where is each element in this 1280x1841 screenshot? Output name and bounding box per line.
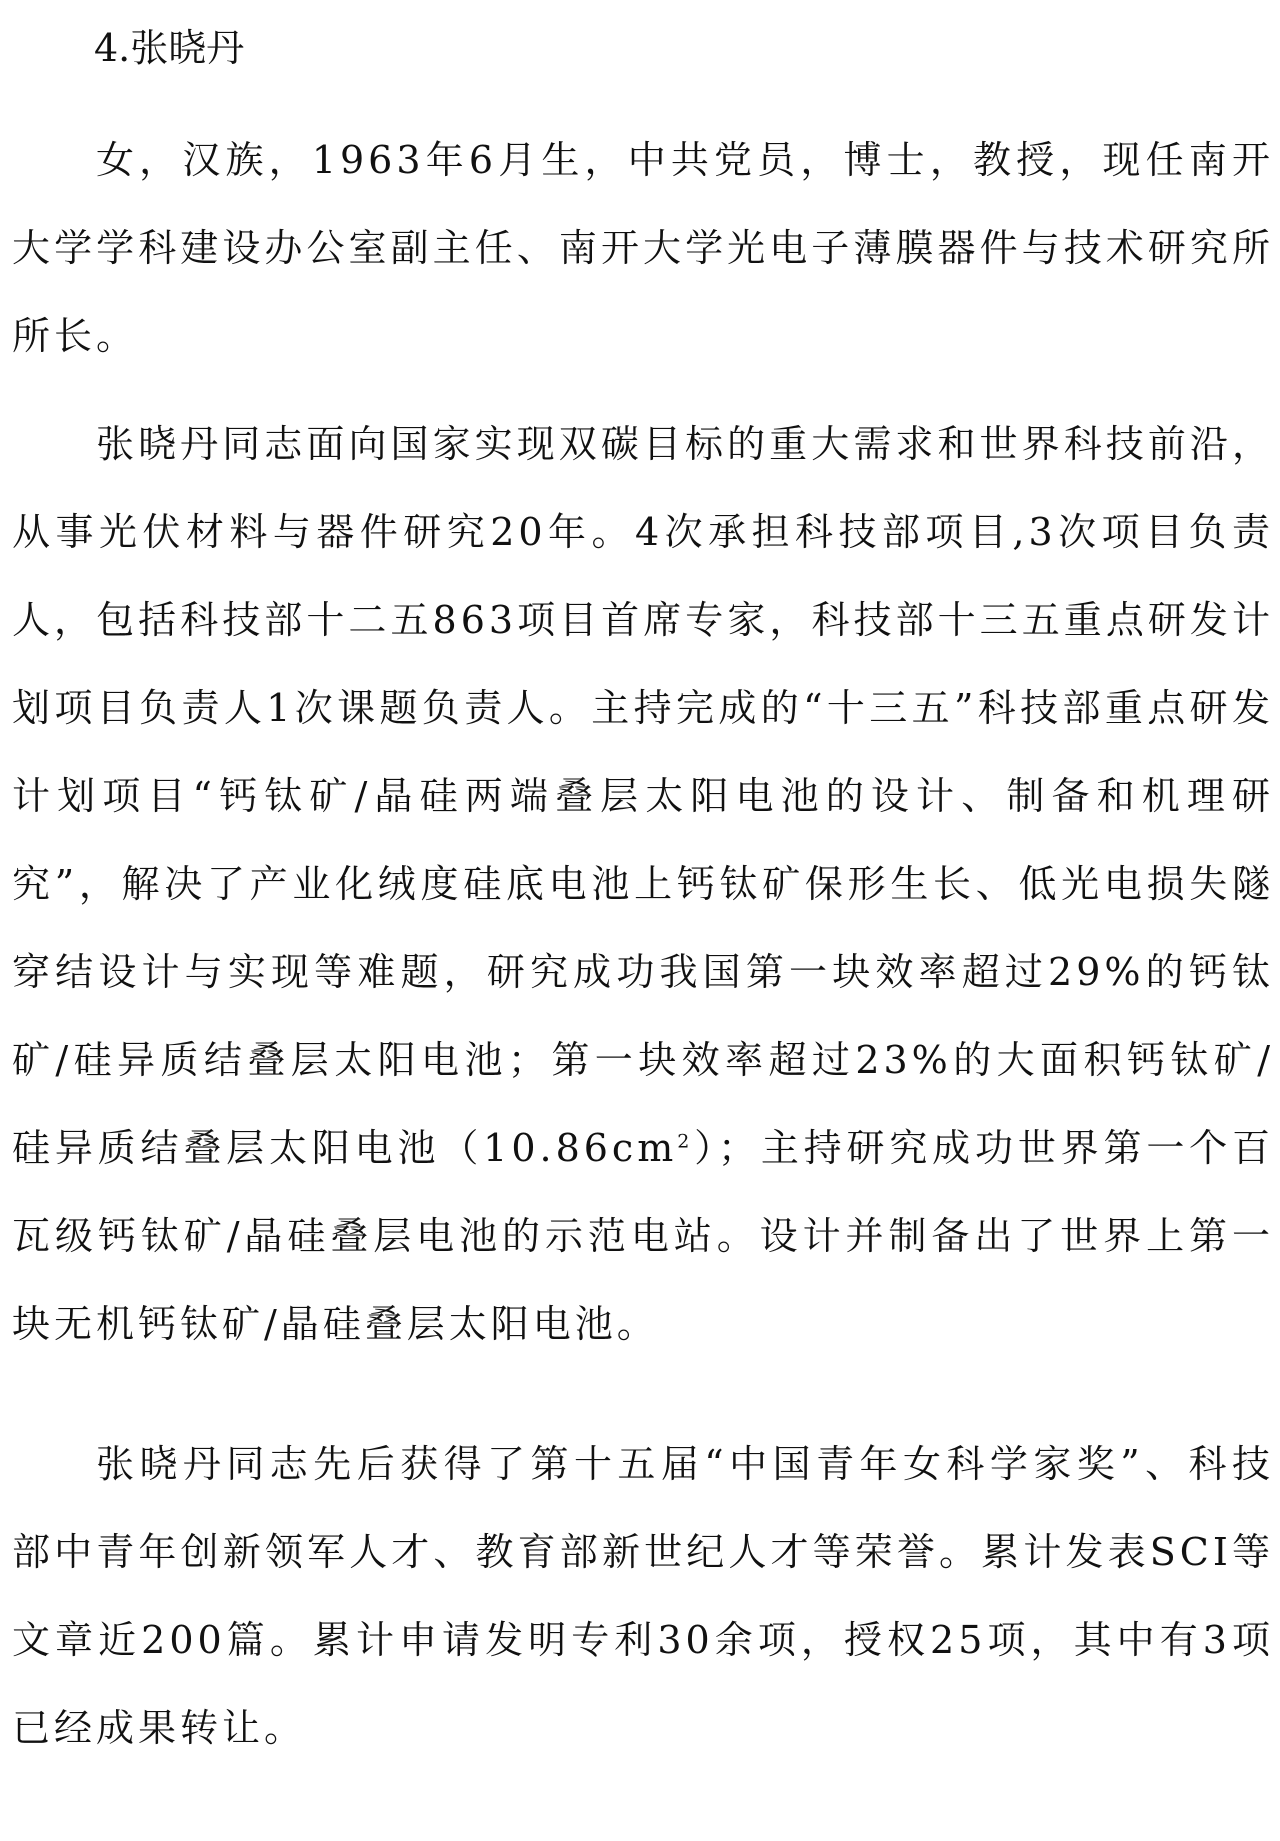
paragraph-research [12, 400, 1274, 1368]
paragraph-honors: 张晓丹同志先后获得了第十五届“中国青年女科学家奖”、科技部中青年创新领军人才、教育部新世纪人才等荣誉。累计发表SCI等文章近200篇。累计申请发明专利30余项，授权25项，其中有3项已经成果转让。 [12, 1442, 1274, 1750]
paragraph-research-part1: 张晓丹同志面向国家实现双碳目标的重大需求和世界科技前沿，从事光伏材料与器件研究20年。4次承担科技部项目,3次项目负责人，包括科技部十二五863项目首席专家，科技部十三五重点研发计划项目负责人1次课题负责人。主持完成的“十三五”科技部重点研发计划项目“钙钛矿/晶硅两端叠层太阳电池的设计、制备和机理研究”，解决了产业化绒度硅底电池上钙钛矿保形生长、低光电损失隧穿结设计与实现等难题，研究成功我国第一块效率超过29%的钙钛矿/硅异质结叠层太阳电池；第一块效率超过23%的大面积钙钛矿/硅异质结叠层太阳电池（10.86cm [12, 422, 1274, 1170]
superscript-exponent: 2 [677, 1130, 694, 1153]
section-heading: 4.张晓丹 [94, 26, 245, 70]
paragraph-research-part2: ）；主持研究成功世界第一个百瓦级钙钛矿/晶硅叠层电池的示范电站。设计并制备出了世界上第一块无机钙钛矿/晶硅叠层太阳电池。 [12, 1126, 1274, 1346]
paragraph-biography: 女，汉族，1963年6月生，中共党员，博士，教授，现任南开大学学科建设办公室副主任、南开大学光电子薄膜器件与技术研究所所长。 [12, 138, 1274, 358]
